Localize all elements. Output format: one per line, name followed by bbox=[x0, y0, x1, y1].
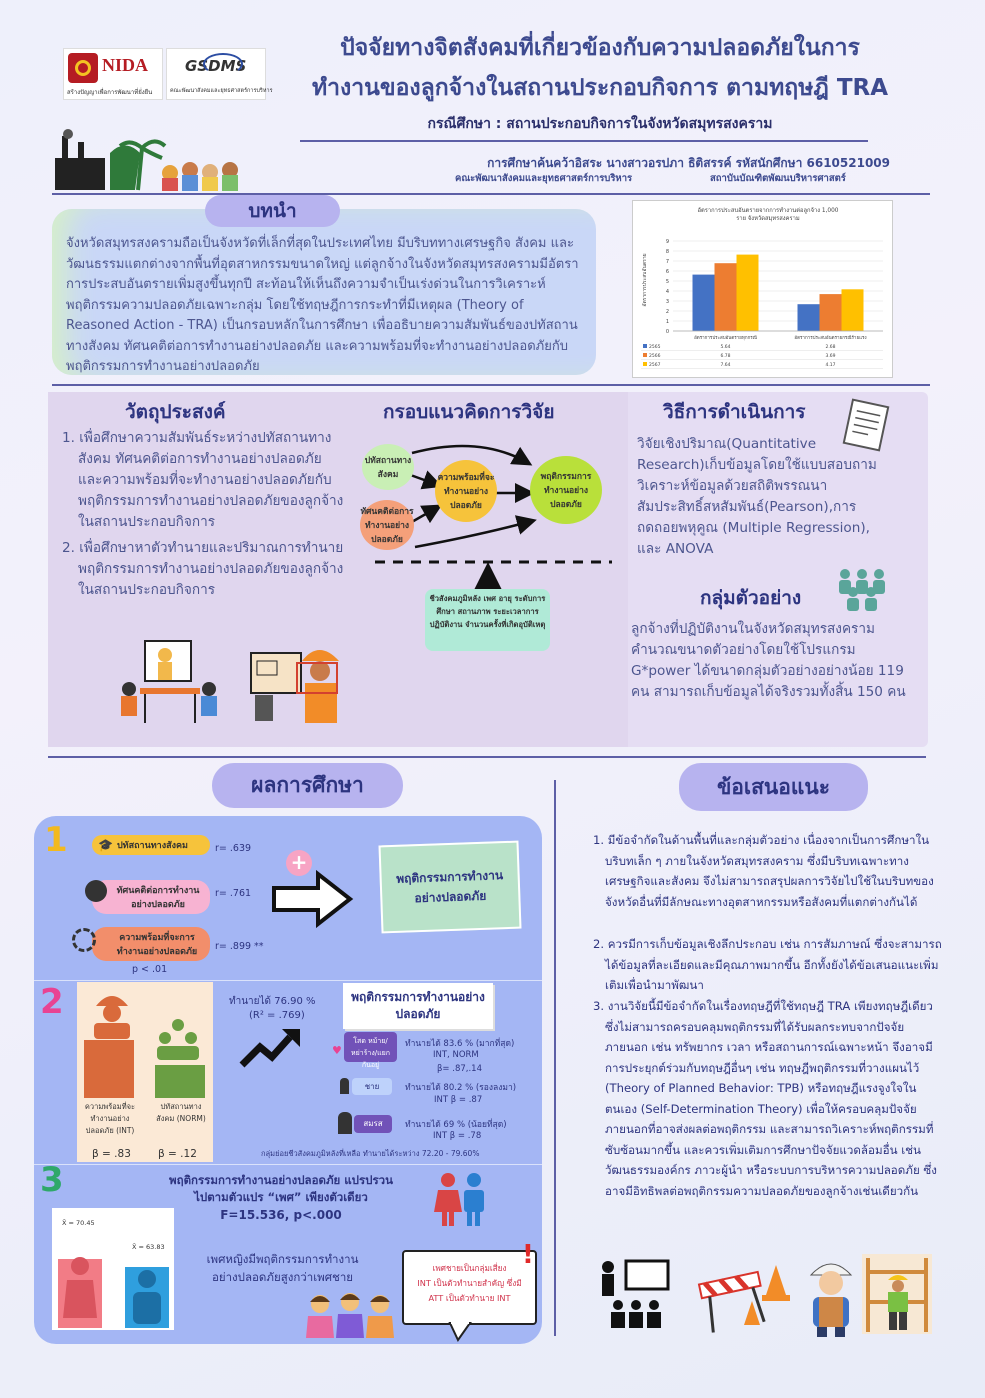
chart-ytick: 5 bbox=[665, 279, 669, 285]
chart-ylabel: อัตราการประสบอันตราย bbox=[642, 253, 648, 307]
result-1-norm-text: ปทัสถานทางสังคม bbox=[116, 841, 188, 851]
column-divider bbox=[554, 780, 556, 1336]
intro-heading: บทนำ bbox=[205, 195, 340, 227]
chart-data-label: 6.78 bbox=[720, 354, 731, 359]
result-1-p: p < .01 bbox=[132, 964, 168, 975]
result-3-text3: เพศหญิงมีพฤติกรรมการทำงาน bbox=[206, 1252, 359, 1266]
subtitle: กรณีศึกษา : สถานประกอบกิจการในจังหวัดสมุทรสงคราม bbox=[427, 116, 773, 132]
result-2-norm-label: ปทัสถานทางสังคม (NORM) bbox=[156, 1102, 206, 1123]
male-figure-icon bbox=[130, 1270, 164, 1326]
result-3-callout bbox=[402, 1250, 537, 1325]
suggest-heading: ข้อเสนอแนะ bbox=[679, 763, 868, 811]
result-1-int-r: r= .899 ** bbox=[215, 941, 264, 952]
chart-ytick: 8 bbox=[665, 249, 669, 255]
institute-text: สถาบันบัณฑิตพัฒนบริหารศาสตร์ bbox=[710, 173, 846, 184]
gsdms-logo bbox=[166, 48, 273, 100]
result-2-group3-label: สมรส bbox=[354, 1115, 392, 1133]
chart-ytick: 0 bbox=[665, 329, 669, 335]
chart-data-label: 4.17 bbox=[825, 363, 836, 368]
result-2-group1-label: โสด หม้าย/หย่าร้าง/แยกกันอยู่ bbox=[344, 1032, 397, 1062]
result-2-group1-t1: ทำนายได้ 83.6 % (มากที่สุด) bbox=[405, 1039, 515, 1049]
safety-barrier-icon bbox=[696, 1255, 792, 1335]
chart-bar bbox=[842, 289, 864, 331]
nida-logo-sub: สร้างปัญญาเพื่อการพัฒนาที่ยั่งยืน bbox=[67, 89, 153, 96]
result-2-group2-t2: INT β = .87 bbox=[434, 1095, 483, 1105]
result-2-group2-label: ชาย bbox=[352, 1078, 392, 1095]
chart-ytick: 6 bbox=[665, 269, 669, 275]
gender-icon bbox=[432, 1172, 490, 1228]
chart-bar bbox=[715, 263, 737, 331]
gsdms-logo-text: GSDMS bbox=[185, 57, 247, 75]
title-line1: ปัจจัยทางจิตสังคมที่เกี่ยวข้องกับความปลอดภัยในการ bbox=[340, 35, 860, 61]
framework-node-norm: ปทัสถานทางสังคม bbox=[362, 444, 414, 490]
result-2-int-beta: β = .83 bbox=[92, 1148, 131, 1160]
chart-legend-name: 2566 bbox=[649, 354, 661, 359]
objectives-heading: วัตถุประสงค์ bbox=[125, 401, 226, 423]
result-2-outcome: พฤติกรรมการทำงานอย่างปลอดภัย bbox=[343, 983, 493, 1029]
meeting-illustration bbox=[115, 633, 225, 731]
gsdms-logo-sub: คณะพัฒนาสังคมและยุทธศาสตร์การบริหาร bbox=[170, 88, 273, 94]
suggest-item-3: 3. งานวิจัยนี้มีข้อจำกัดในเรื่องทฤษฎีที่ใช้ทฤษฎี TRA เพียงทฤษฎีเดียว ซึ่งไม่สามารถครอบคลุมพฤติกรรมที่ได้รับผลกระทบจากปัจจัยภายนอก เช่น ทรัพยากร เวลา หรือสถานการณ์เฉพาะหน้า จึงอาจมีการประยุกต์ร่วมกับทฤษฎีอื่นๆ เช่น ทฤษฎีพฤติกรรมที่วางแผนไว้ (Theory of Planned Behavior: TPB) หรือทฤษฎีแรงจูงใจในตนเอง (Self-Determination Theory) เพื่อให้ครอบคลุมปัจจัยภายนอกที่อาจส่งผลต่อพฤติกรรม และสามารถวิเคราะห์พฤติกรรมที่ซับซ้อนมากขึ้น และควรเพิ่มเติมการศึกษาปัจจัยแวดล้อมอื่น เช่น วัฒนธรรมองค์กร ภาวะผู้นำ หรือระบบการบริหารความปลอดภัย ซึ่งอาจมีอิทธิพลต่อพฤติกรรมความปลอดภัยของลูกจ้างเช่นเดียวกัน bbox=[593, 999, 937, 1198]
result-2-int-bar bbox=[84, 1040, 134, 1098]
intro-text: จังหวัดสมุทรสงครามถือเป็นจังหวัดที่เล็กที่สุดในประเทศไทย มีบริบททางเศรษฐกิจ สังคม และวัฒนธรรมแตกต่างจากพื้นที่อุตสาหกรรมขนาดใหญ่ แต่ลูกจ้างในจังหวัดสมุทรสงครามมีอัตราการประสบอันตรายเพิ่มสูงขึ้นทุกปี สะท้อนให้เห็นถึงความจำเป็นเร่งด่วนในการวิเคราะห์พฤติกรรมความปลอดภัยเฉพาะกลุ่ม โดยใช้ทฤษฎีการกระทำที่มีเหตุผล (Theory of Reasoned Action - TRA) เป็นกรอบหลักในการศึกษา เพื่ออธิบายความสัมพันธ์ของปทัสถานทางสังคม ทัศนคติต่อการทำงานอย่างปลอดภัย และความพร้อมที่จะทำงานอย่างปลอดภัยกับพฤติกรรมการทำงานอย่างปลอดภัย bbox=[66, 236, 579, 374]
result-2-group2-t1: ทำนายได้ 80.2 % (รองลงมา) bbox=[405, 1083, 517, 1093]
result-1-outcome: พฤติกรรมการทำงานอย่างปลอดภัย bbox=[379, 841, 522, 934]
result-1-int-label: ความพร้อมที่จะการทำงานอย่างปลอดภัย bbox=[92, 927, 210, 961]
sample-heading: กลุ่มตัวอย่าง bbox=[700, 587, 802, 609]
result-3-callout-1: เพศชายเป็นกลุ่มเสี่ยง bbox=[432, 1263, 507, 1273]
chart-ytick: 7 bbox=[665, 259, 669, 265]
result-3-stat: F=15.536, p<.000 bbox=[220, 1208, 342, 1222]
plus-icon: + bbox=[286, 850, 312, 876]
chart-bar bbox=[820, 294, 842, 331]
header-divider bbox=[300, 140, 868, 142]
framework-demographics: ชีวสังคมภูมิหลัง เพศ อายุ ระดับการศึกษา สถานภาพ ระยะเวลาการปฏิบัติงาน จำนวนครั้งที่เกิดอุบัติเหตุ bbox=[425, 589, 550, 651]
result-divider-2 bbox=[34, 1164, 542, 1165]
industrial-workers-illustration bbox=[50, 128, 245, 193]
engineer-illustration bbox=[247, 633, 352, 731]
objective-item-1: 1. เพื่อศึกษาความสัมพันธ์ระหว่างปทัสถานทางสังคม ทัศนคติต่อการทำงานอย่างปลอดภัย และความพร้อมที่จะทำงานอย่างปลอดภัยกับพฤติกรรมการทำงานอย่างปลอดภัยของลูกจ้างในสถานประกอบกิจการ bbox=[62, 430, 344, 530]
result-2-group3-t1: ทำนายได้ 69 % (น้อยที่สุด) bbox=[405, 1120, 507, 1130]
method-heading: วิธีการดำเนินการ bbox=[663, 401, 806, 423]
worker-icon bbox=[90, 988, 134, 1040]
nida-logo bbox=[63, 48, 163, 100]
result-1-att-r: r= .761 bbox=[215, 888, 252, 899]
male-icon bbox=[340, 1078, 349, 1094]
nida-logo-text: NIDA bbox=[102, 55, 149, 75]
chart-legend-name: 2565 bbox=[649, 345, 661, 350]
result-2-number: 2 bbox=[40, 982, 64, 1022]
married-icon bbox=[338, 1112, 352, 1134]
section-divider-bottom bbox=[48, 756, 926, 758]
warning-exclamation-icon: ! bbox=[522, 1240, 534, 1270]
result-2-norm-bar bbox=[155, 1065, 205, 1098]
framework-node-int: ความพร้อมที่จะทำงานอย่างปลอดภัย bbox=[435, 460, 497, 522]
chart-bar bbox=[737, 255, 759, 331]
section-divider-top bbox=[52, 193, 930, 195]
title-line2: ทำงานของลูกจ้างในสถานประกอบกิจการ ตามทฤษฎี TRA bbox=[311, 75, 889, 101]
author-line: การศึกษาค้นคว้าอิสระ นางสาวอรปภา ธิติสรรค์ รหัสนักศึกษา 6610521009 bbox=[487, 156, 890, 170]
result-3-text4: อย่างปลอดภัยสูงกว่าเพศชาย bbox=[211, 1270, 354, 1284]
result-3-male-mean: X̄ = 63.83 bbox=[132, 1243, 165, 1251]
result-3-number: 3 bbox=[40, 1160, 64, 1200]
chart-data-label: 2.68 bbox=[825, 345, 836, 350]
result-2-int-label: ความพร้อมที่จะทำงานอย่างปลอดภัย (INT) bbox=[84, 1102, 136, 1135]
chart-ytick: 2 bbox=[665, 309, 669, 315]
injury-rate-chart bbox=[632, 200, 893, 378]
right-arrow-icon bbox=[270, 870, 355, 928]
result-3-callout-3: ATT เป็นตัวทำนาย INT bbox=[428, 1293, 511, 1303]
chart-ytick: 9 bbox=[665, 239, 669, 245]
result-3-female-mean: X̄ = 70.45 bbox=[62, 1219, 95, 1227]
women-group-illustration bbox=[300, 1290, 400, 1338]
trend-up-icon bbox=[238, 1025, 308, 1071]
result-1-norm-r: r= .639 bbox=[215, 843, 252, 854]
framework-node-att: ทัศนคติต่อการทำงานอย่างปลอดภัย bbox=[360, 500, 414, 550]
faculty-text: คณะพัฒนาสังคมและยุทธศาสตร์การบริหาร bbox=[455, 173, 633, 184]
head-icon bbox=[85, 880, 107, 902]
objective-item-2: 2. เพื่อศึกษาหาตัวทำนายและปริมาณการทำนายพฤติกรรมการทำงานอย่างปลอดภัยของลูกจ้างในสถานประกอบกิจการ bbox=[62, 540, 344, 598]
couple-icon: ♥ bbox=[332, 1044, 342, 1057]
people-group-icon bbox=[833, 566, 891, 612]
result-3-text1: พฤติกรรมการทำงานอย่างปลอดภัย แปรปรวน bbox=[169, 1173, 393, 1187]
group-icon bbox=[155, 1018, 201, 1062]
result-1-norm-label bbox=[92, 835, 210, 855]
result-3-callout-2: INT เป็นตัวทำนายสำคัญ ซึ่งมี bbox=[417, 1278, 522, 1288]
result-2-group1-t3: β= .87,.14 bbox=[437, 1064, 482, 1074]
presentation-icon bbox=[596, 1257, 678, 1332]
section-divider-mid bbox=[52, 384, 930, 386]
suggest-item-1: 1. มีข้อจำกัดในด้านพื้นที่และกลุ่มตัวอย่าง เนื่องจากเป็นการศึกษาในบริบทเล็ก ๆ ภายในจังหวัดสมุทรสงคราม ซึ่งมีบริบทเฉพาะทางเศรษฐกิจและสังคม จึงไม่สามารถสรุปผลการวิจัยไปใช้ในบริบทของจังหวัดอื่นที่มีลักษณะทางอุตสาหกรรมหรือสังคมที่แตกต่างกันได้ bbox=[593, 833, 934, 909]
result-2-group1-t2: INT, NORM bbox=[433, 1050, 479, 1060]
result-3-text2: ไปตามตัวแปร “เพศ” เพียงตัวเดียว bbox=[194, 1190, 368, 1204]
result-2-note: กลุ่มย่อยชีวสังคมภูมิหลังที่เหลือ ทำนายได้ระหว่าง 72.20 - 79.60% bbox=[261, 1149, 480, 1158]
chart-title: อัตราการประสบอันตรายจากการทำงานต่อลูกจ้าง 1,000 ราย จังหวัดสมุทรสงคราม bbox=[697, 208, 839, 222]
chart-category-label: อัตราการประสบอันตรายกรณีร้ายแรง bbox=[794, 336, 867, 341]
helmet-gear-icon bbox=[72, 928, 96, 952]
result-divider-1 bbox=[34, 980, 542, 981]
chart-data-label: 3.69 bbox=[825, 354, 836, 359]
chart-legend-swatch bbox=[643, 362, 647, 366]
result-1-number: 1 bbox=[44, 820, 68, 860]
result-1-att-label: ทัศนคติต่อการทำงานอย่างปลอดภัย bbox=[92, 880, 210, 914]
callout-tail bbox=[448, 1322, 472, 1342]
female-figure-icon bbox=[63, 1256, 97, 1326]
chart-data-label: 5.64 bbox=[720, 345, 731, 350]
chart-data-label: 7.64 bbox=[720, 363, 731, 368]
chart-category-label: อัตราการประสบอันตรายทุกกรณี bbox=[694, 336, 757, 341]
chart-bar bbox=[798, 304, 820, 331]
results-heading: ผลการศึกษา bbox=[212, 763, 403, 808]
chart-legend-swatch bbox=[643, 353, 647, 357]
framework-heading: กรอบแนวคิดการวิจัย bbox=[383, 401, 555, 423]
chart-legend-swatch bbox=[643, 344, 647, 348]
chart-plot bbox=[633, 201, 894, 379]
suggest-item-2: 2. ควรมีการเก็บข้อมูลเชิงลึกประกอบ เช่น การสัมภาษณ์ ซึ่งจะสามารถได้ข้อมูลที่ละเอียดและมีคุณภาพมากขึ้น อีกทั้งยังได้ข้อเสนอแนะเพิ่มเติมเพื่อนำมาพัฒนา bbox=[593, 937, 942, 992]
result-2-pred: ทำนายได้ 76.90 % bbox=[229, 996, 316, 1007]
framework-node-beh: พฤติกรรมการทำงานอย่างปลอดภัย bbox=[530, 456, 602, 524]
result-2-r2: (R² = .769) bbox=[249, 1010, 305, 1021]
sample-text: ลูกจ้างที่ปฏิบัติงานในจังหวัดสมุทรสงคราม คำนวณขนาดตัวอย่างโดยใช้โปรแกรม G*power ได้ขนาดกลุ่มตัวอย่างอย่างน้อย 119 คน สามารถเก็บข้อมูลได้จริงรวมทั้งสิ้น 150 คน bbox=[631, 621, 906, 700]
method-text: วิจัยเชิงปริมาณ(Quantitative Research)เก็บข้อมูลโดยใช้แบบสอบถาม วิเคราะห์ข้อมูลด้วยสถิติพรรณนา สัมประสิทธิ์สหสัมพันธ์(Pearson),การถดถอยพหุคูณ (Multiple Regression), และ ANOVA bbox=[637, 436, 877, 557]
chart-bar bbox=[693, 275, 715, 331]
graduation-icon: 🎓 bbox=[98, 838, 113, 852]
chart-ytick: 4 bbox=[665, 289, 669, 295]
chart-ytick: 3 bbox=[665, 299, 669, 305]
chart-legend-name: 2567 bbox=[649, 363, 661, 368]
result-2-group3-t2: INT β = .78 bbox=[433, 1131, 482, 1141]
engineer-worker-icon bbox=[803, 1253, 859, 1337]
result-2-norm-beta: β = .12 bbox=[158, 1148, 197, 1160]
chart-ytick: 1 bbox=[665, 319, 669, 325]
construction-worker-icon bbox=[858, 1252, 936, 1336]
